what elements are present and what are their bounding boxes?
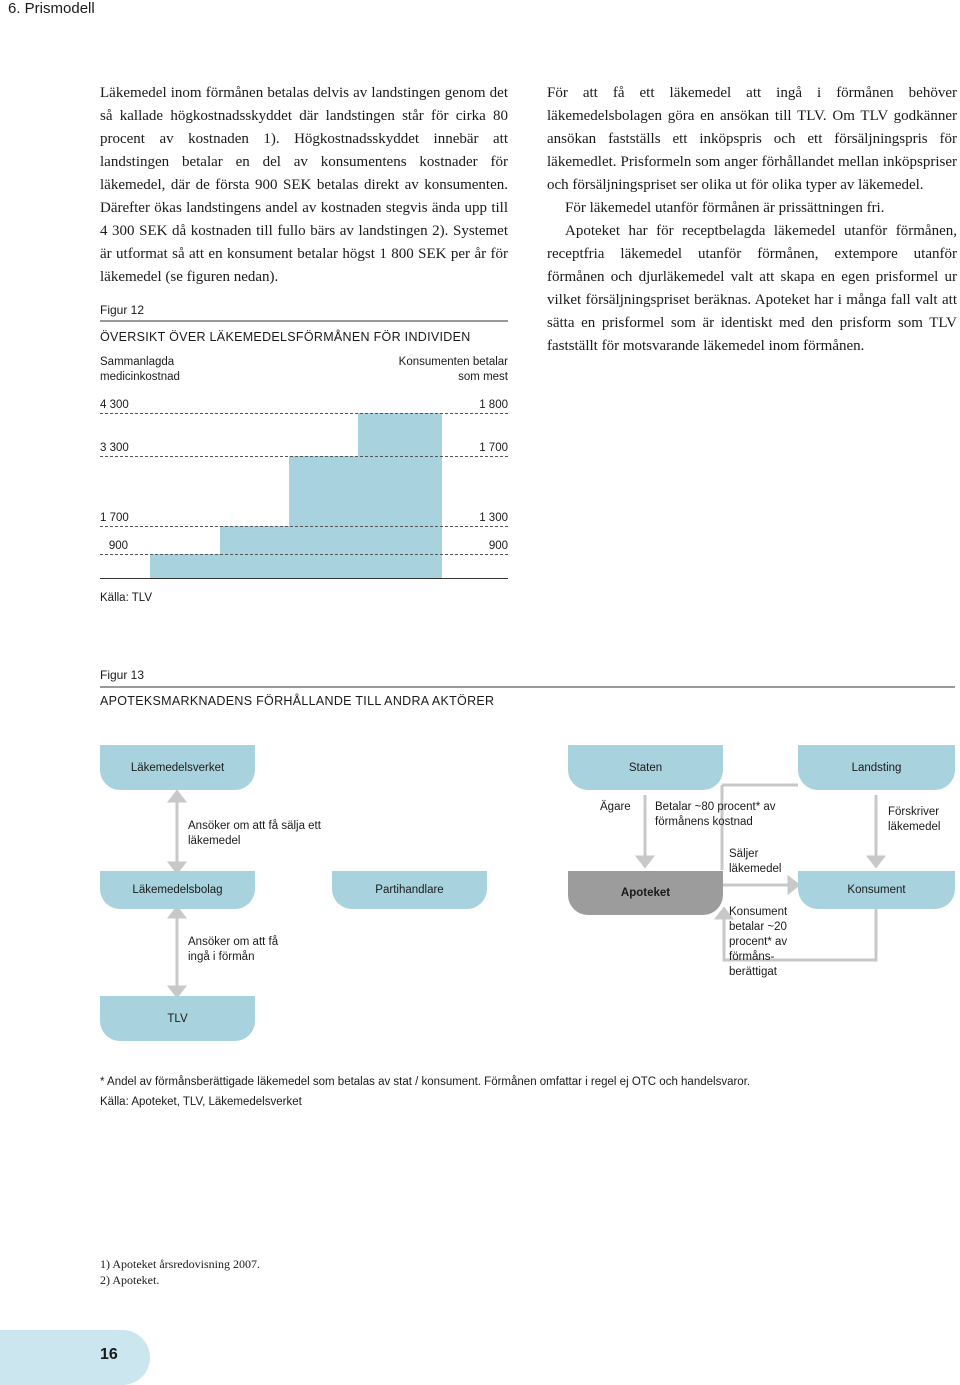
edge-label-ansoker-inga: Ansöker om att få ingå i förmån <box>188 936 279 963</box>
node-label: Partihandlare <box>375 884 444 896</box>
node-lakemedelsverket <box>100 745 255 790</box>
node-label: Landsting <box>851 761 902 774</box>
row-max-1800: 1 800 <box>479 399 508 411</box>
footnote-1: 1) Apoteket årsredovisning 2007. <box>100 1257 260 1271</box>
node-partihandlare <box>332 871 487 909</box>
node-label: Staten <box>628 761 663 774</box>
edge-label-saljer: Säljer läkemedel <box>729 848 782 875</box>
edge-label-ansoker-salja: Ansöker om att få sälja ett läkemedel <box>188 820 321 847</box>
page-number: 16 <box>100 1346 118 1363</box>
node-lakemedelsbolag <box>100 871 255 909</box>
row-total-1700: 1 700 <box>100 512 129 524</box>
node-konsument <box>798 871 955 909</box>
edge-label-konsument-betalar: Konsument betalar ~20 procent* av förmåns-berättigat <box>729 906 788 978</box>
row-max-1700: 1 700 <box>479 442 508 454</box>
row-max-900: 900 <box>488 540 508 552</box>
paragraph: Apoteket har för receptbelagda läkemedel utanför förmånen, receptfria läkemedel utanför förmånen, extempore utanför förmånen och djurläkemedel valt att skapa en egen prisformel ur vilket försäljningspriset beräknas. Apoteket har i många fall valt att sätta en prisformel som är identiskt med den prisform som TLV fastställt för motsvarande läkemedel inom förmånen. <box>547 223 957 354</box>
chapter-title: 6. Prismodell <box>8 0 95 17</box>
node-landsting <box>798 745 955 790</box>
figure12-source: Källa: TLV <box>100 592 152 604</box>
node-label: Apoteket <box>620 887 671 899</box>
row-max-1300: 1 300 <box>479 512 508 524</box>
paragraph: För att få ett läkemedel att ingå i förmånen behöver läkemedelsbolagen göra en ansökan till TLV. Om TLV godkänner ansökan fastställs ett inköpspris och ett försäljningspris för läkemedlet. Prisformeln som anger förhållandet mellan inköpspriser och försäljningspriset ser olika ut för olika typer av läkemedel. <box>547 85 957 193</box>
node-label: Läkemedelsverket <box>130 761 225 774</box>
footnote-2: 2) Apoteket. <box>100 1273 160 1287</box>
paragraph: För läkemedel utanför förmånen är prissättningen fri. <box>565 200 885 216</box>
edge-label-agare: Ägare <box>600 801 631 813</box>
figure13-source: Källa: Apoteket, TLV, Läkemedelsverket <box>100 1096 302 1108</box>
row-total-3300: 3 300 <box>100 442 129 454</box>
node-label: Läkemedelsbolag <box>132 884 223 896</box>
page-number-tab <box>0 1330 150 1385</box>
node-staten <box>568 745 723 790</box>
node-apoteket <box>568 871 723 915</box>
node-tlv <box>100 996 255 1041</box>
node-label: Konsument <box>847 884 906 896</box>
figure13-label: Figur 13 <box>100 668 145 682</box>
edge-label-betalar-80: Betalar ~80 procent* av förmånens kostnad <box>655 801 776 828</box>
row-total-4300: 4 300 <box>100 399 129 411</box>
figure12-label: Figur 12 <box>100 303 145 317</box>
figure12-col-right-header: Konsumenten betalar som mest <box>398 356 508 383</box>
figure13-footnote: * Andel av förmånsberättigade läkemedel som betalas av stat / konsument. Förmånen omfattar i regel ej OTC och handelsvaror. <box>100 1076 751 1088</box>
row-total-900: 900 <box>108 540 128 552</box>
figure12-col-left-header: Sammanlagda medicinkostnad <box>100 356 180 383</box>
figure12-title: ÖVERSIKT ÖVER LÄKEMEDELSFÖRMÅNEN FÖR INDIVIDEN <box>100 330 471 344</box>
node-label: TLV <box>167 1012 188 1025</box>
edge-label-forskriver: Förskriver läkemedel <box>888 806 941 833</box>
paragraph: Läkemedel inom förmånen betalas delvis av landstingen genom det så kallade högkostnadsskyddet där landstingen står för cirka 80 procent av kostnaden 1). Högkostnadsskyddet innebär att landstingen betalar en del av konsumentens kostnader för läkemedel, där de första 900 SEK betalas direkt av konsumenten. Därefter ökas landstingens andel av kostnaden stegvis ända upp till 4 300 SEK då kostnaden till fullo bärs av landstingen 2). Systemet är utformat så att en konsument betalar högst 1 800 SEK per år för läkemedel (se figuren nedan). <box>100 85 508 285</box>
figure13-title: APOTEKSMARKNADENS FÖRHÅLLANDE TILL ANDRA AKTÖRER <box>100 694 495 708</box>
